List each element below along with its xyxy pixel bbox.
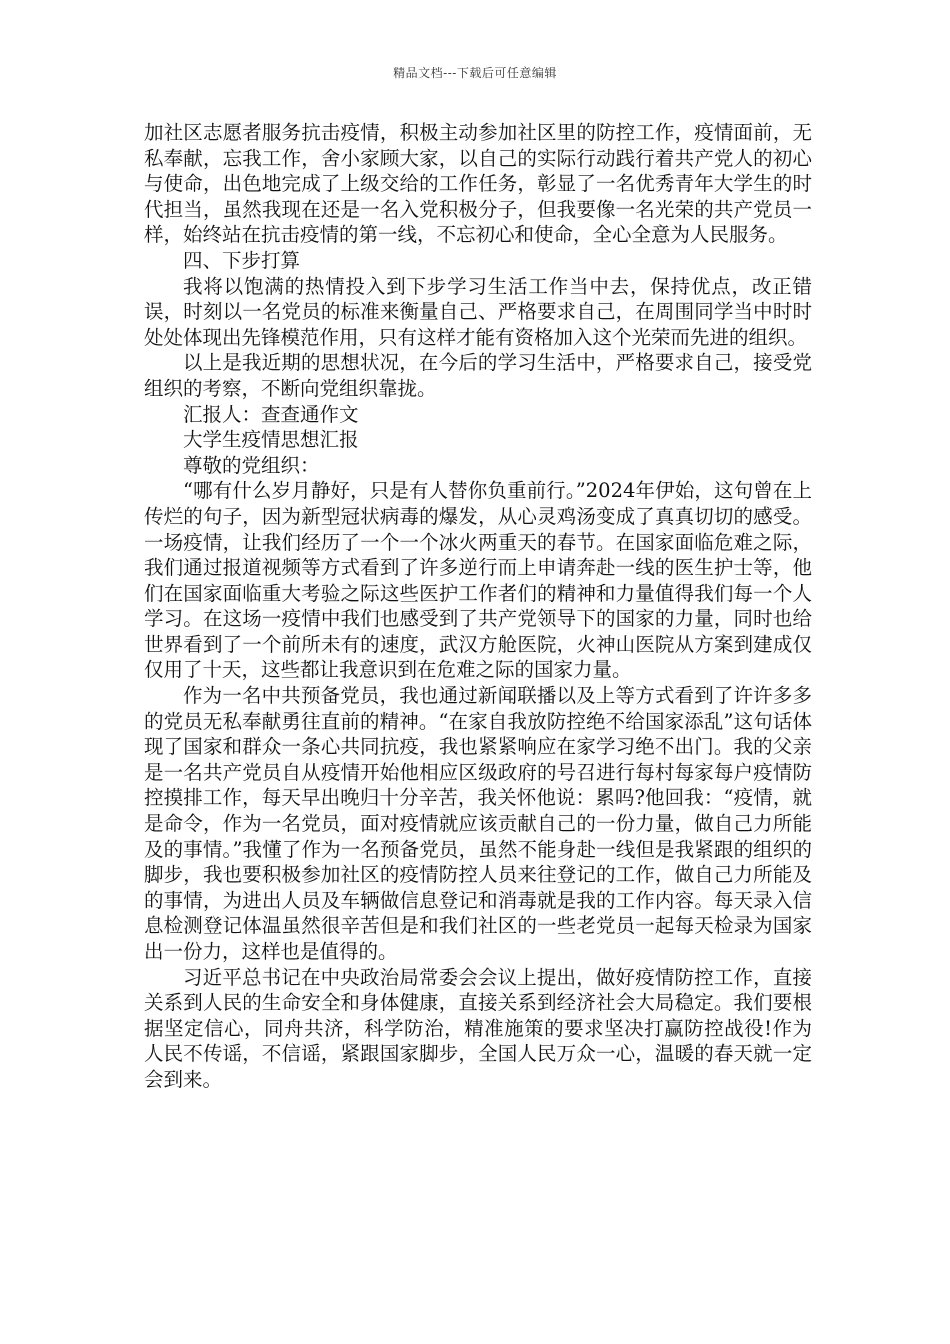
paragraph-opening: “哪有什么岁月静好，只是有人替你负重前行。”2024年伊始，这句曾在上传烂的句子，因为新型冠状病毒的爆发，从心灵鸡汤变成了真真切切的感受。一场疫情，让我们经历了一个一个冰火两重天的春节。在国家面临危难之际，我们通过报道视频等方式看到了许多逆行而上申请奔赴一线的医生护士等，他们在国家面临重大考验之际这些医护工作者们的精神和力量值得我们每一个人学习。在这场一疫情中我们也感受到了共产党领导下的国家的力量，同时也给世界看到了一个前所未有的速度，武汉方舱医院，火神山医院从方案到建成仅仅用了十天，这些都让我意识到在危难之际的国家力量。 [144,479,812,682]
section-heading-next-steps: 四、下步打算 [183,248,301,272]
salutation: 尊敬的党组织： [183,453,320,477]
document-body [144,120,812,1093]
paragraph-plan: 我将以饱满的热情投入到下步学习生活工作当中去，保持优点，改正错误，时刻以一名党员的标准来衡量自己、严格要求自己，在周围同学当中时时处处体现出先锋模范作用，只有这样才能有资格加入这个光荣而先进的组织。 [144,274,812,349]
paragraph-closing: 习近平总书记在中央政治局常委会会议上提出，做好疫情防控工作，直接关系到人民的生命安全和身体健康，直接关系到经济社会大局稳定。我们要根据坚定信心，同舟共济，科学防治，精准施策的要求坚决打赢防控战役!作为人民不传谣，不信谣，紧跟国家脚步，全国人民万众一心，温暖的春天就一定会到来。 [144,965,812,1091]
report-title: 大学生疫情思想汇报 [183,428,359,452]
page-header: 精品文档---下载后可任意编辑 [393,66,557,80]
paragraph-continued: 加社区志愿者服务抗击疫情，积极主动参加社区里的防控工作，疫情面前，无私奉献，忘我工作，舍小家顾大家，以自己的实际行动践行着共产党人的初心与使命，出色地完成了上级交给的工作任务，彰显了一名优秀青年大学生的时代担当，虽然我现在还是一名入党积极分子，但我要像一名光荣的共产党员一样，始终站在抗击疫情的第一线，不忘初心和使命，全心全意为人民服务。 [144,121,812,247]
paragraph-conclusion: 以上是我近期的思想状况，在今后的学习生活中，严格要求自己，接受党组织的考察，不断向党组织靠拢。 [144,351,812,400]
paragraph-party-member: 作为一名中共预备党员，我也通过新闻联播以及上等方式看到了许许多多的党员无私奉献勇往直前的精神。“在家自我放防控绝不给国家添乱”这句话体现了国家和群众一条心共同抗疫，我也紧紧响应在家学习绝不出门。我的父亲是一名共产党员自从疫情开始他相应区级政府的号召进行每村每家每户疫情防控摸排工作，每天早出晚归十分辛苦，我关怀他说：累吗?他回我：“疫情，就是命令，作为一名党员，面对疫情就应该贡献自己的一份力量，做自己力所能及的事情。”我懂了作为一名预备党员，虽然不能身赴一线但是我紧跟的组织的脚步，我也要积极参加社区的疫情防控人员来往登记的工作，做自己力所能及的事情，为进出人员及车辆做信息登记和消毒就是我的工作内容。每天录入信息检测登记体温虽然很辛苦但是和我们社区的一些老党员一起每天检录为国家出一份力，这样也是值得的。 [144,684,812,963]
reporter-line: 汇报人：查查通作文 [183,402,359,426]
